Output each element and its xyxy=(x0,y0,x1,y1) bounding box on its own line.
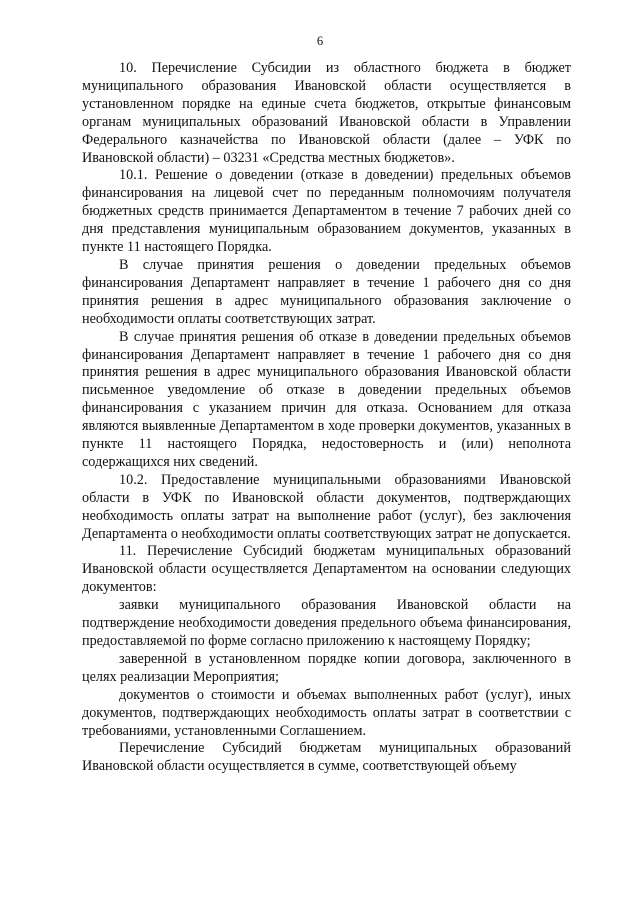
paragraph-decision-refusal: В случае принятия решения об отказе в доведении предельных объемов финансирования Департамент направляет в течение 1 рабочего дня со дня принятия решения в адрес муниципального образования Ивановской области письменное уведомление об отказе в доведении предельных объемов финансирования с указанием причин для отказа. Основанием для отказа являются выявленные Департаментом в ходе проверки документов, указанных в пункте 11 настоящего Порядка, недостоверность и (или) неполнота содержащихся них сведений. xyxy=(82,328,571,470)
document-body xyxy=(82,60,571,776)
list-item-application: заявки муниципального образования Ивановской области на подтверждение необходимости доведения предельного объема финансирования, предоставляемой по форме согласно приложению к настоящему Порядку; xyxy=(82,597,571,649)
page-number: 6 xyxy=(316,34,324,48)
paragraph-11: 11. Перечисление Субсидий бюджетам муниципальных образований Ивановской области осуществляется Департаментом на основании следующих документов: xyxy=(82,543,571,596)
paragraph-10-2: 10.2. Предоставление муниципальными образованиями Ивановской области в УФК по Ивановской области документов, подтверждающих необходимость оплаты затрат на выполнение работ (услуг), без заключения Департамента о необходимости оплаты соответствующих затрат не допускается. xyxy=(82,471,571,542)
paragraph-10: 10. Перечисление Субсидии из областного бюджета в бюджет муниципального образования Ивановской области осуществляется в установленном порядке на единые счета бюджетов, открытые финансовым органам муниципальных образований Ивановской области в Управлении Федерального казначейства по Ивановской области (далее – УФК по Ивановской области) – 03231 «Средства местных бюджетов». xyxy=(82,60,571,166)
paragraph-decision-approval: В случае принятия решения о доведении предельных объемов финансирования Департамент направляет в течение 1 рабочего дня со дня принятия решения в адрес муниципального образования заключение о необходимости оплаты соответствующих затрат. xyxy=(82,256,571,327)
list-item-contract-copy: заверенной в установленном порядке копии договора, заключенного в целях реализации Мероприятия; xyxy=(82,650,571,685)
list-item-cost-documents: документов о стоимости и объемах выполненных работ (услуг), иных документов, подтверждающих необходимость оплаты затрат в соответствии с требованиями, установленными Соглашением. xyxy=(82,686,571,739)
paragraph-transfer-amount: Перечисление Субсидий бюджетам муниципальных образований Ивановской области осуществляется в сумме, соответствующей объему xyxy=(82,740,571,775)
paragraph-10-1: 10.1. Решение о доведении (отказе в доведении) предельных объемов финансирования на лицевой счет по переданным полномочиям получателя бюджетных средств принимается Департаментом в течение 7 рабочих дней со дня представления муниципальным образованием документов, указанных в пункте 11 настоящего Порядка. xyxy=(82,167,571,256)
